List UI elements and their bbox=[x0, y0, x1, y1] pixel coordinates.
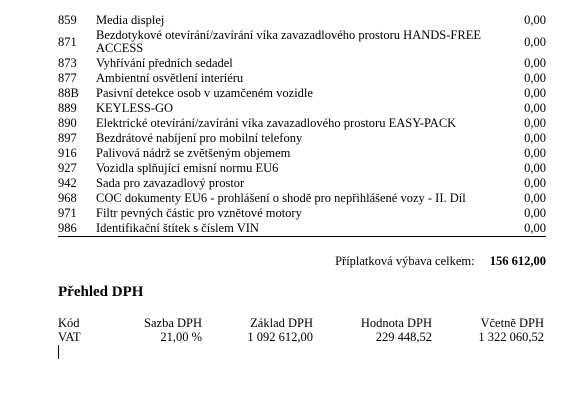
option-price: 0,00 bbox=[524, 191, 546, 205]
option-row bbox=[58, 71, 546, 86]
option-code: 859 bbox=[58, 13, 77, 27]
option-code: 890 bbox=[58, 116, 77, 130]
option-description: Ambientní osvětlení interiéru bbox=[96, 71, 244, 85]
option-description: Elektrické otevírání/zavírání víka zavazadlového prostoru EASY-PACK bbox=[96, 116, 457, 130]
option-code: 916 bbox=[58, 146, 77, 160]
option-row bbox=[58, 146, 546, 161]
option-description: Bezdrátové nabíjení pro mobilní telefony bbox=[96, 131, 303, 145]
option-code: 871 bbox=[58, 34, 77, 49]
option-description: Vozidla splňující emisní normu EU6 bbox=[96, 161, 279, 175]
option-code: 971 bbox=[58, 206, 77, 220]
option-row bbox=[58, 101, 546, 116]
option-description: Palivová nádrž se zvětšeným objemem bbox=[96, 146, 291, 160]
option-row bbox=[58, 176, 546, 191]
options-table bbox=[58, 13, 546, 237]
option-description: Filtr pevných částic pro vznětové motory bbox=[96, 206, 302, 220]
option-price: 0,00 bbox=[524, 206, 546, 220]
option-price: 0,00 bbox=[524, 71, 546, 85]
option-price: 0,00 bbox=[524, 146, 546, 160]
option-row bbox=[58, 13, 546, 28]
option-price: 0,00 bbox=[484, 221, 546, 237]
option-price: 0,00 bbox=[524, 116, 546, 130]
option-description: Sada pro zavazadlový prostor bbox=[96, 176, 245, 190]
option-description: Vyhřívání předních sedadel bbox=[96, 56, 233, 70]
option-code: 927 bbox=[58, 161, 77, 175]
vat-header-rate: Sazba DPH bbox=[144, 316, 202, 330]
option-row bbox=[58, 191, 546, 206]
options-total bbox=[58, 254, 546, 269]
option-price: 0,00 bbox=[524, 131, 546, 145]
vat-header-total: Včetně DPH bbox=[480, 316, 544, 330]
vat-header-amount: Hodnota DPH bbox=[360, 316, 432, 330]
option-description: Bezdotykové otevírání/zavírání víka zavazadlového prostoru HANDS-FREE ACCESS bbox=[96, 28, 481, 55]
option-code: 897 bbox=[58, 131, 77, 145]
option-row bbox=[58, 206, 546, 221]
option-description: Pasivní detekce osob v uzamčeném vozidle bbox=[96, 86, 313, 100]
vat-header-row bbox=[58, 316, 546, 330]
option-row bbox=[58, 131, 546, 146]
option-price: 0,00 bbox=[524, 176, 546, 190]
option-code: 877 bbox=[58, 71, 77, 85]
vat-row-amount: 229 448,52 bbox=[375, 330, 432, 344]
option-code: 873 bbox=[58, 56, 77, 70]
text-cursor[interactable] bbox=[58, 345, 59, 359]
option-code: 942 bbox=[58, 176, 77, 190]
vat-data-row bbox=[58, 330, 546, 344]
option-code: 889 bbox=[58, 101, 77, 115]
options-total-label: Příplatková výbava celkem: bbox=[335, 254, 475, 268]
option-code: 968 bbox=[58, 191, 77, 205]
option-price: 0,00 bbox=[524, 34, 546, 49]
option-row bbox=[58, 28, 546, 56]
option-code: 88B bbox=[58, 86, 79, 100]
option-price: 0,00 bbox=[524, 86, 546, 100]
option-description: COC dokumenty EU6 - prohlášení o shodě pro nepřihlášené vozy - II. Díl bbox=[96, 191, 466, 205]
vat-summary-heading: Přehled DPH bbox=[58, 284, 144, 300]
option-description: KEYLESS-GO bbox=[96, 101, 174, 115]
vat-header-code: Kód bbox=[58, 316, 80, 330]
option-price: 0,00 bbox=[524, 56, 546, 70]
option-row bbox=[58, 116, 546, 131]
options-total-value: 156 612,00 bbox=[489, 254, 546, 268]
option-row bbox=[58, 86, 546, 101]
vat-row-base: 1 092 612,00 bbox=[247, 330, 313, 344]
vat-row-total: 1 322 060,52 bbox=[478, 330, 544, 344]
option-row bbox=[58, 221, 546, 237]
option-row bbox=[58, 56, 546, 71]
option-description: Identifikační štítek s číslem VIN bbox=[96, 221, 484, 237]
vat-row-code: VAT bbox=[58, 330, 81, 344]
option-row bbox=[58, 161, 546, 176]
vat-header-base: Základ DPH bbox=[250, 316, 313, 330]
option-code: 986 bbox=[58, 221, 96, 237]
option-price: 0,00 bbox=[524, 101, 546, 115]
option-price: 0,00 bbox=[524, 13, 546, 27]
option-description: Media displej bbox=[96, 13, 165, 27]
vat-row-rate: 21,00 % bbox=[160, 330, 202, 344]
option-price: 0,00 bbox=[524, 161, 546, 175]
